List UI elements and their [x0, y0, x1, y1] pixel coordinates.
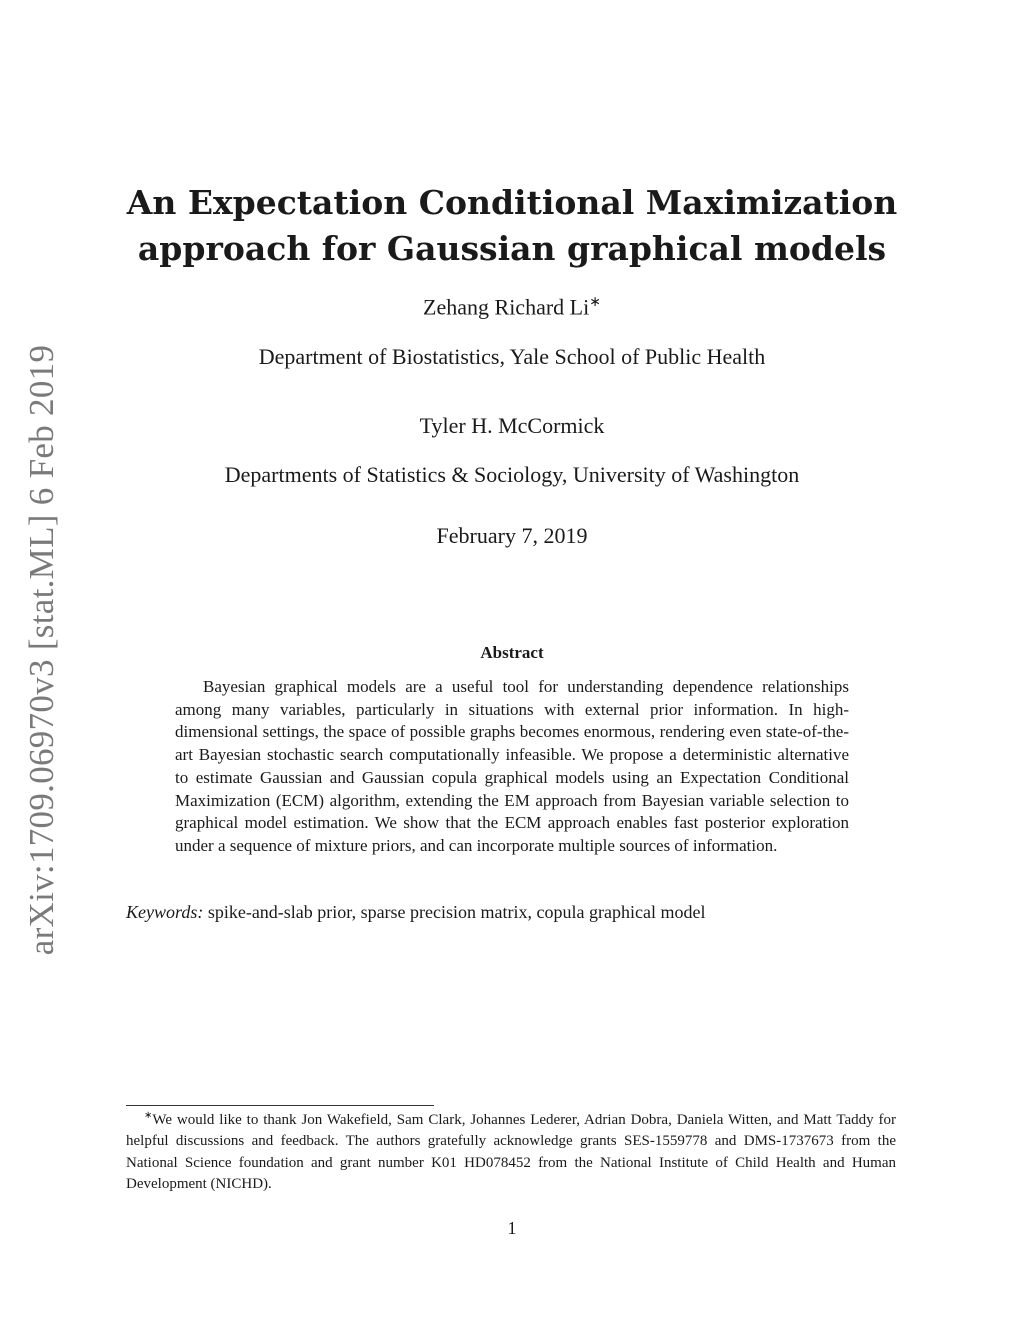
author-2-affiliation: Departments of Statistics & Sociology, University of Washington [224, 462, 800, 487]
abstract-text: Bayesian graphical models are a useful tool for understanding dependence relationships among many variables, particularly in situations with external prior information. In high-dimensional settings, the space of possible graphs becomes enormous, rendering even state-of-the-art Bayesian stochastic search computationally infeasible. We propose a deterministic alternative to estimate Gaussian and Gaussian copula graphical models using an Expectation Conditional Maximization (ECM) algorithm, extending the EM approach from Bayesian variable selection to graphical model estimation. We show that the ECM approach enables fast posterior exploration under a sequence of mixture priors, and can incorporate multiple sources of information. [175, 677, 849, 855]
author-1-affiliation: Department of Biostatistics, Yale School of Public Health [258, 344, 766, 369]
paper-title-line-1: An Expectation Conditional Maximization [126, 183, 898, 222]
footnote-marker: ∗ [144, 1110, 153, 1121]
footnote-text: We would like to thank Jon Wakefield, Sam Clark, Johannes Lederer, Adrian Dobra, Daniela Witten, and Matt Taddy for helpful discussions and feedback. The authors gratefully acknowledge grants SES-1559778 and DMS-1737673 from the National Science foundation and grant number K01 HD078452 from the National Institute of Child Health and Human Development (NICHD). [126, 1112, 896, 1192]
keywords-list: spike-and-slab prior, sparse precision matrix, copula graphical model [203, 902, 706, 922]
author-1 [0, 294, 1024, 320]
paper-title-line-2: approach for Gaussian graphical models [137, 229, 887, 268]
arxiv-identifier-text: arXiv:1709.06970v3 [stat.ML] 6 Feb 2019 [22, 344, 61, 956]
keywords [126, 902, 906, 923]
publication-date: February 7, 2019 [436, 523, 588, 548]
paper-title [0, 180, 1024, 272]
author-1-name: Zehang Richard Li [423, 294, 590, 320]
author-1-footnote-marker: ∗ [589, 295, 601, 310]
keywords-label: Keywords: [126, 902, 204, 922]
author-2-name: Tyler H. McCormick [419, 413, 605, 438]
footnote [126, 1110, 896, 1195]
footnote-divider [126, 1105, 434, 1106]
page-number: 1 [507, 1218, 517, 1238]
abstract-heading: Abstract [480, 643, 544, 662]
